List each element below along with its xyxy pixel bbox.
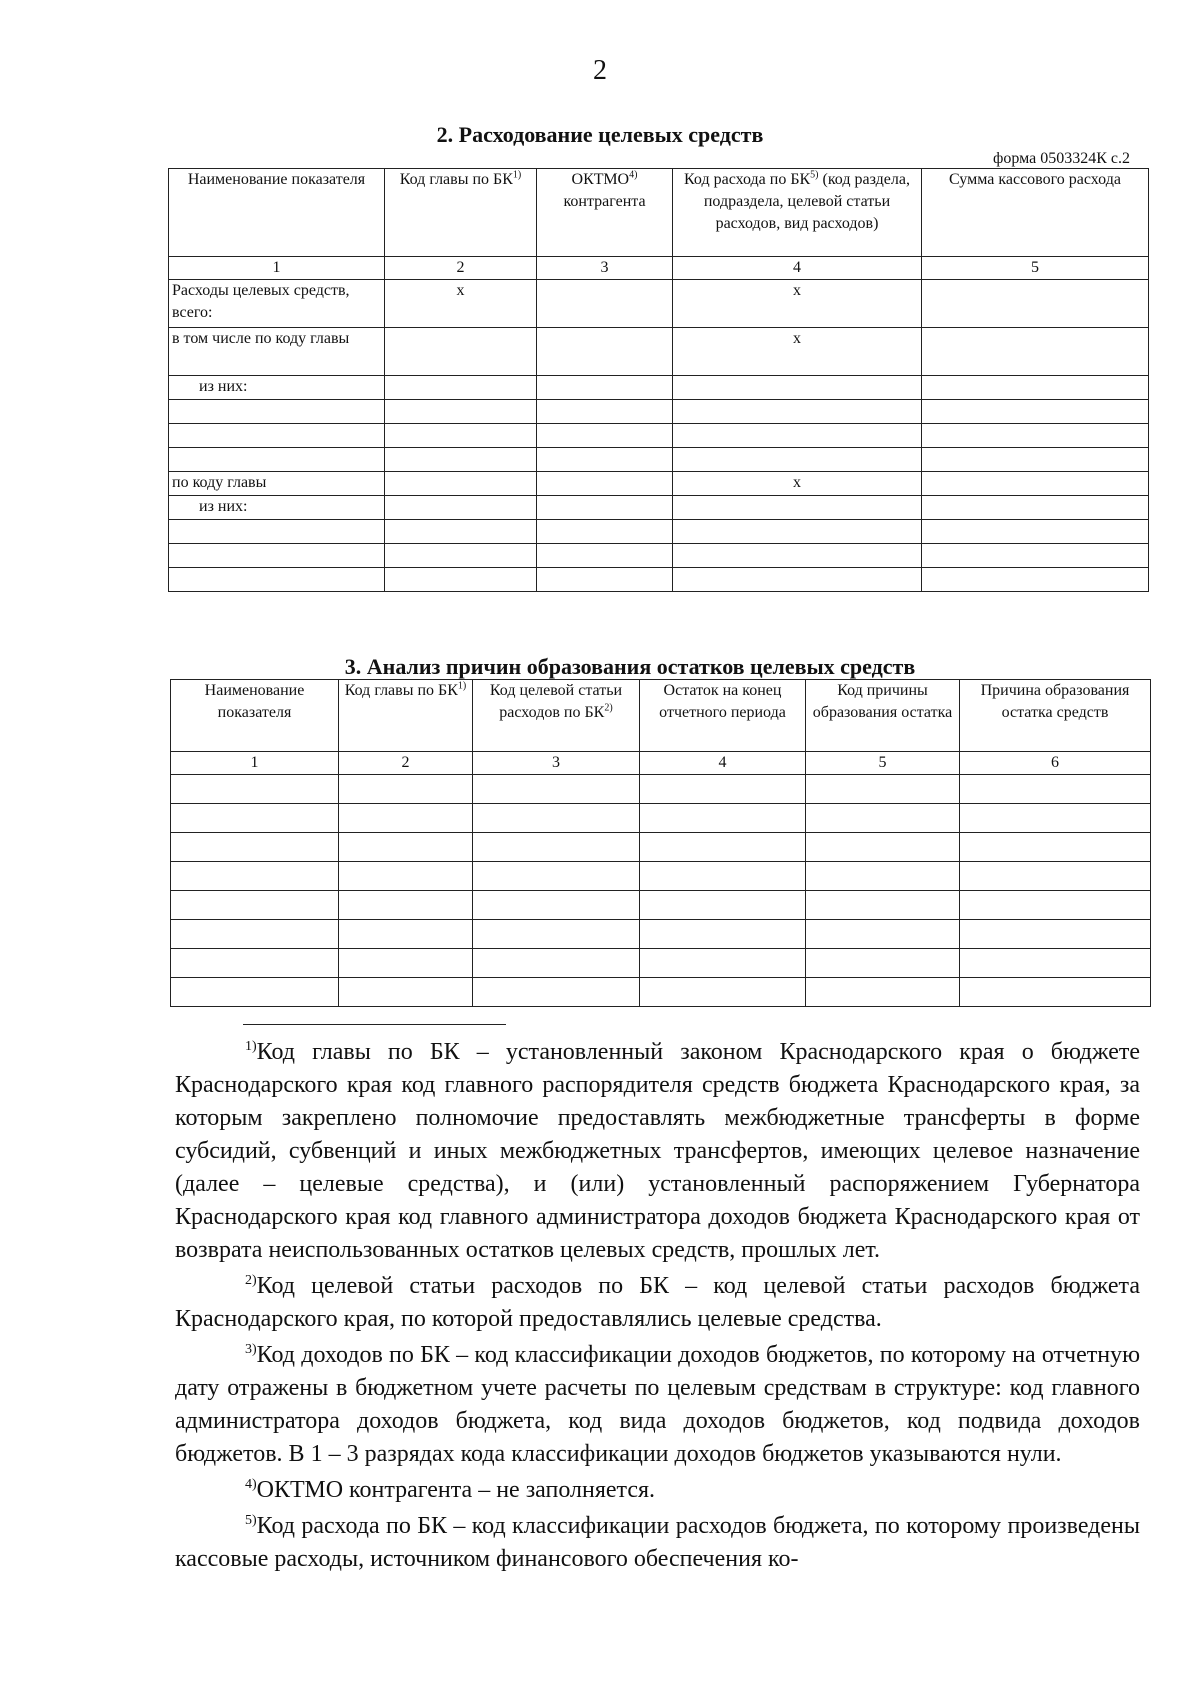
cell	[673, 448, 922, 472]
row-name: из них:	[169, 376, 385, 400]
page-number: 2	[593, 55, 607, 86]
cell	[385, 328, 537, 376]
header-indicator-name: Наименование показателя	[169, 169, 385, 257]
table-row	[169, 376, 1149, 400]
table-row	[171, 862, 1151, 891]
cell: x	[673, 280, 922, 328]
row-name: в том числе по коду главы	[169, 328, 385, 376]
cell	[922, 568, 1149, 592]
column-number: 1	[169, 257, 385, 280]
cell	[673, 568, 922, 592]
column-number: 2	[385, 257, 537, 280]
cell	[537, 472, 673, 496]
footnote-2: $^{2)}$Код целевой статьи расходов по БК – код целевой статьи расходов бюджета Краснодарского края, по которой предоставлялись целевые средства.	[175, 1273, 1140, 1332]
cell	[385, 400, 537, 424]
row-name	[169, 400, 385, 424]
column-number: 4	[673, 257, 922, 280]
cell	[385, 472, 537, 496]
footnote-3: $^{3)}$Код доходов по БК – код классификации доходов бюджетов, по которому на отчетную дату отражены в бюджетном учете расчеты по целевым средствам в структуре: код главного администратора доходов бюджета, код вида доходов бюджетов, код подвида доходов бюджетов. В 1 – 3 разрядах кода классификации доходов бюджетов указываются нули.	[175, 1342, 1140, 1467]
cell	[673, 424, 922, 448]
cell	[922, 400, 1149, 424]
row-name	[169, 520, 385, 544]
table-row	[169, 520, 1149, 544]
cell	[673, 544, 922, 568]
cell	[922, 520, 1149, 544]
column-numbers-row	[171, 752, 1151, 775]
column-number: 6	[960, 752, 1151, 775]
footnote-4: $^{4)}$ОКТМО контрагента – не заполняется.	[245, 1477, 656, 1503]
column-number: 5	[806, 752, 960, 775]
cell	[385, 496, 537, 520]
cell	[385, 568, 537, 592]
header-reason-code: Код причины образования остатка	[806, 680, 960, 752]
cell	[537, 496, 673, 520]
cell	[385, 376, 537, 400]
row-name	[169, 424, 385, 448]
header-expense-code: Код расхода по БК$^{5)}$ (код раздела, подраздела, целевой статьи расходов, вид расходов)	[673, 169, 922, 257]
row-name: по коду главы	[169, 472, 385, 496]
table-row	[169, 544, 1149, 568]
cell	[537, 520, 673, 544]
section-2-title: 2. Расходование целевых средств	[436, 122, 764, 147]
table-row	[171, 775, 1151, 804]
column-number: 3	[537, 257, 673, 280]
cell	[537, 328, 673, 376]
table-row	[169, 448, 1149, 472]
header-chapter-code: Код главы по БК$^{1)}$	[339, 680, 473, 752]
cell	[537, 544, 673, 568]
cell	[673, 376, 922, 400]
cell: x	[673, 472, 922, 496]
cell	[922, 448, 1149, 472]
footnote-5: $^{5)}$Код расхода по БК – код классификации расходов бюджета, по которому произведены кассовые расходы, источником финансового обеспечения ко-	[175, 1513, 1140, 1572]
form-code: форма 0503324К с.2	[992, 150, 1130, 167]
cell	[922, 424, 1149, 448]
column-number: 5	[922, 257, 1149, 280]
cell	[922, 280, 1149, 328]
cell	[922, 496, 1149, 520]
cell	[385, 520, 537, 544]
column-number: 3	[473, 752, 640, 775]
cell	[673, 496, 922, 520]
table-row	[169, 280, 1149, 328]
row-name: Расходы целевых средств, всего:	[169, 280, 385, 328]
table-row	[169, 328, 1149, 376]
column-number: 2	[339, 752, 473, 775]
table-row	[169, 496, 1149, 520]
row-name	[169, 448, 385, 472]
header-balance-end: Остаток на конец отчетного периода	[640, 680, 806, 752]
table-row	[169, 424, 1149, 448]
cell: x	[385, 280, 537, 328]
cell	[537, 568, 673, 592]
header-oktmo: ОКТМО$^{4)}$ контрагента	[537, 169, 673, 257]
cell	[922, 472, 1149, 496]
row-name	[169, 568, 385, 592]
header-cash-expense-sum: Сумма кассового расхода	[922, 169, 1149, 257]
cell	[673, 520, 922, 544]
header-indicator-name: Наименование показателя	[171, 680, 339, 752]
table-row	[169, 400, 1149, 424]
column-number: 1	[171, 752, 339, 775]
cell	[673, 400, 922, 424]
column-number: 4	[640, 752, 806, 775]
balances-analysis-table	[170, 679, 1151, 1007]
footnote-separator	[243, 1024, 506, 1025]
cell	[537, 400, 673, 424]
cell	[537, 424, 673, 448]
table-row	[171, 833, 1151, 862]
section-3-title: 3. Анализ причин образования остатков целевых средств	[344, 654, 916, 679]
cell	[922, 376, 1149, 400]
table-row	[171, 891, 1151, 920]
cell	[922, 544, 1149, 568]
cell	[385, 448, 537, 472]
header-target-article-code: Код целевой статьи расходов по БК$^{2)}$	[473, 680, 640, 752]
table-row	[171, 949, 1151, 978]
footnotes	[175, 1036, 1140, 1579]
row-name	[169, 544, 385, 568]
table-row	[171, 920, 1151, 949]
cell	[537, 376, 673, 400]
cell: x	[673, 328, 922, 376]
row-name: из них:	[169, 496, 385, 520]
cell	[537, 280, 673, 328]
cell	[922, 328, 1149, 376]
table-row	[169, 472, 1149, 496]
cell	[385, 424, 537, 448]
cell	[537, 448, 673, 472]
table-row	[171, 978, 1151, 1007]
table-row	[169, 568, 1149, 592]
column-numbers-row	[169, 257, 1149, 280]
header-reason: Причина образования остатка средств	[960, 680, 1151, 752]
header-chapter-code: Код главы по БК$^{1)}$	[385, 169, 537, 257]
footnote-1: $^{1)}$Код главы по БК – установленный законом Краснодарского края о бюджете Краснодарского края код главного распорядителя средств бюджета Краснодарского края, за которым закреплено полномочие предоставлять межбюджетные трансферты в форме субсидий, субвенций и иных межбюджетных трансфертов, имеющих целевое назначение (далее – целевые средства), и (или) установленный распоряжением Губернатора Краснодарского края код главного администратора доходов бюджета Краснодарского края от возврата неиспользованных остатков целевых средств, прошлых лет.	[175, 1039, 1140, 1263]
table-row	[171, 804, 1151, 833]
cell	[385, 544, 537, 568]
expenses-table	[168, 168, 1149, 592]
